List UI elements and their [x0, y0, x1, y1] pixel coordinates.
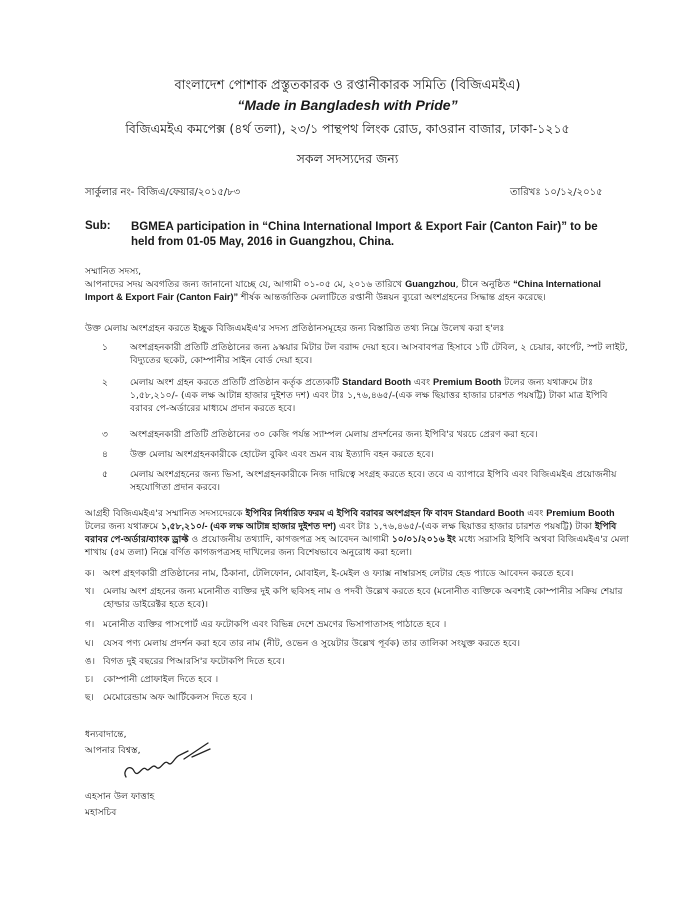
intro-fair-name: “China International Import & Export Fair (Canton Fair)” — [85, 279, 601, 302]
closing-yours: আপনার বিশ্বস্ত, — [85, 745, 141, 756]
premium-booth-label: Premium Booth — [432, 377, 502, 387]
subject-text: BGMEA participation in “China International Import & Export Fair (Canton Fair)” to be held from 01-05 May, 2016 in Guangzhou, China. — [131, 221, 598, 248]
signature-image — [118, 735, 218, 790]
salutation: সম্মানিত সদস্য, — [85, 266, 142, 277]
list-item — [130, 376, 630, 415]
doc-item: যেসব পণ্য মেলায় প্রদর্শন করা হবে তার নাম (নীট, ওভেন ও সুয়েটার উল্লেখ পূর্বক) তার তালিকা সংযুক্ত করতে হবে। — [103, 638, 521, 649]
doc-letter: ছ। — [85, 692, 94, 703]
intro-text: শীর্ষক আন্তর্জাতিক মেলাটিতে রপ্তানী উন্নয়ন ব্যুরো অংশগ্রহনের সিদ্ধান্ত গ্রহন করেছে। — [238, 292, 546, 303]
item-text: এবং — [411, 377, 433, 388]
application-paragraph — [85, 507, 630, 559]
app-text: এবং — [524, 508, 547, 519]
app-emphasis: Premium Booth — [546, 508, 615, 518]
circular-date: তারিখঃ ১০/১২/২০১৫ — [510, 187, 603, 198]
doc-letter: চ। — [85, 674, 94, 685]
doc-letter: ঘ। — [85, 638, 94, 649]
doc-letter: ঙ। — [85, 656, 96, 667]
subject-label: Sub: — [85, 220, 111, 232]
circular-number: সার্কুলার নং- বিজিএ/ফেয়ার/২০১৫/৮৩ — [85, 187, 241, 198]
doc-item: মেমোরেন্ডাম অফ আর্টিকেলস দিতে হবে । — [103, 692, 253, 703]
closing-thanks: ধন্যবাদান্তে, — [85, 729, 127, 740]
item-text: টলের জন্য যথাক্রমে টাঃ ১,৫৮,২১০/- (এক লক্ষ আটান্ন হাজার দুইশত দশ) এবং টাঃ ১,৭৬,৪৬৫/-(এক লক্ষ ছিয়াত্তর হাজার চারশত পয়ষট্টি) টাকা মাত্র ইপিবি বরাবর পে-অর্ডারের মাধ্যমে প্রদান করতে হবে। — [130, 377, 608, 414]
item-number: ৫ — [102, 469, 108, 480]
app-emphasis: ১০/০১/২০১৬ ইং — [391, 534, 456, 544]
app-text: এবং টাঃ ১,৭৬,৪৬৫/-(এক লক্ষ ছিয়াত্তর হাজার চারশত পয়ষট্টি) টাকা — [336, 521, 596, 532]
item-text: মেলায় অংশ গ্রহন করতে প্রতিটি প্রতিষ্ঠান কর্তৃক প্রত্যেকটি — [130, 377, 343, 388]
list-item: অংশগ্রহনকারী প্রতিটি প্রতিষ্ঠানের জন্য ৯স্কয়ার মিটার টল বরাদ্দ দেয়া হবে। আসবাবপত্র হিসাবে ১টি টেবিল, ২ চেয়ার, কার্পেট, স্পট লাইট, বিদ্যুতের ছকেট, কোম্পানীর সাইন বোর্ড দেয়া হবে। — [130, 342, 628, 366]
signatory-title: মহাসচিব — [85, 807, 117, 818]
app-emphasis: ইপিবির নির্ধারিত ফরম এ ইপিবি বরাবর অংশগ্রহন ফি বাবদ Standard Booth — [245, 508, 525, 518]
app-text: টলের জন্য যথাক্রমে — [85, 521, 162, 532]
list-item: মেলায় অংশগ্রহনের জন্য ভিসা, অংশগ্রহনকারীকে নিজ দায়িত্বে সংগ্রহ করতে হবে। তবে এ ব্যাপারে ইপিবি এবং বিজিএমইএ প্রয়োজনীয় সহযোগিতা প্রদান করবে। — [130, 469, 617, 493]
doc-item: কোম্পানী প্রোফাইল দিতে হবে । — [103, 674, 219, 685]
app-text: আগ্রহী বিজিএমইএ'র সম্মানিত সদস্যদেরকে — [85, 508, 246, 519]
intro-city: Guangzhou — [405, 279, 456, 289]
app-text: মধ্যে সরাসরি ইপিবি অথবা বিজিএমইএ'র মেলা শাখায় (৫ম তলা) নিম্নে বর্ণিত কাগজপত্রসহ দাখিলের জন্য বিশেষভাবে অনুরোধ করা হলো। — [85, 534, 630, 558]
item-number: ২ — [102, 377, 108, 388]
doc-item: অংশ গ্রহণকারী প্রতিষ্ঠানের নাম, ঠিকানা, টেলিফোন, মোবাইল, ই-মেইল ও ফ্যাক্স নাম্বারসহ লেটার হেড প্যাডে আবেদন করতে হবে। — [103, 568, 574, 579]
list-item: অংশগ্রহনকারী প্রতিটি প্রতিষ্ঠানের ৩০ কেজি পর্যন্ত স্যাম্পল মেলায় প্রদর্শনের জন্য ইপিবি'র খরচে প্রেরণ করা হবে। — [130, 429, 538, 440]
doc-item: মনোনীত ব্যক্তির পাসপোর্ট এর ফটোকপি এবং বিভিন্ন দেশে ভ্রমণের ভিসাপাতাসহ পাঠাতে হবে । — [103, 619, 447, 630]
doc-letter: খ। — [85, 586, 95, 597]
doc-letter: গ। — [85, 619, 95, 630]
intro-text: , চীনে অনুষ্ঠিত — [455, 279, 514, 290]
intro-paragraph — [85, 278, 630, 304]
list-item: উক্ত মেলায় অংশগ্রহনকারীকে হোটেল বুকিং এবং ভ্রমন ব্যয় ইত্যাদি বহন করতে হবে। — [130, 449, 434, 460]
doc-letter: ক। — [85, 568, 95, 579]
tagline: “Made in Bangladesh with Pride” — [237, 97, 458, 113]
signatory-name: এহসান উল ফাত্তাহ — [85, 791, 155, 802]
item-number: ৪ — [102, 449, 108, 460]
audience-heading: সকল সদস্যদের জন্য — [296, 151, 399, 166]
app-text: ও প্রয়োজনীয় তথ্যাদি, কাগজপত্র সহ আবেদন আগামী — [188, 534, 392, 545]
app-emphasis: ১,৫৮,২১০/- (এক লক্ষ আটান্ন হাজার দুইশত দশ) — [161, 521, 337, 531]
organization-address: বিজিএমইএ কমপেক্স (৪র্থ তলা), ২৩/১ পান্থপথ লিংক রোড, কাওরান বাজার, ঢাকা-১২১৫ — [125, 121, 570, 136]
doc-item: বিগত দুই বছরের পিআরসি'র ফটোকপি দিতে হবে। — [103, 656, 285, 667]
item-number: ৩ — [102, 429, 108, 440]
doc-item: মেলায় অংশ গ্রহনের জন্য মনোনীত ব্যক্তির দুই কপি ছবিসহ নাম ও পদবী উল্লেখ করতে হবে (মনোনীত ব্যক্তিকে অবশ্যই কোম্পানীর সক্রিয় শেয়ার হোল্ডার ডাইরেক্টর হতে হবে)। — [103, 586, 623, 610]
app-emphasis: ইপিবি বরাবর পে-অর্ডার/ব্যাংক ড্রাফ্ট — [85, 521, 617, 544]
item-number: ১ — [102, 342, 108, 353]
details-intro: উক্ত মেলায় অংশগ্রহন করতে ইচ্ছুক বিজিএমইএ'র সদস্য প্রতিষ্ঠানসমূহের জন্য বিস্তারিত তথ্য নিম্নে উলেখ করা হ'লঃ — [85, 323, 505, 334]
intro-text: আপনাদের সদয় অবগতির জন্য জানানো যাচ্ছে যে, আগামী ০১-০৫ মে, ২০১৬ তারিখে — [85, 279, 406, 290]
organization-name: বাংলাদেশ পোশাক প্রস্তুতকারক ও রপ্তানীকারক সমিতি (বিজিএমইএ) — [174, 78, 521, 93]
standard-booth-label: Standard Booth — [342, 377, 412, 387]
